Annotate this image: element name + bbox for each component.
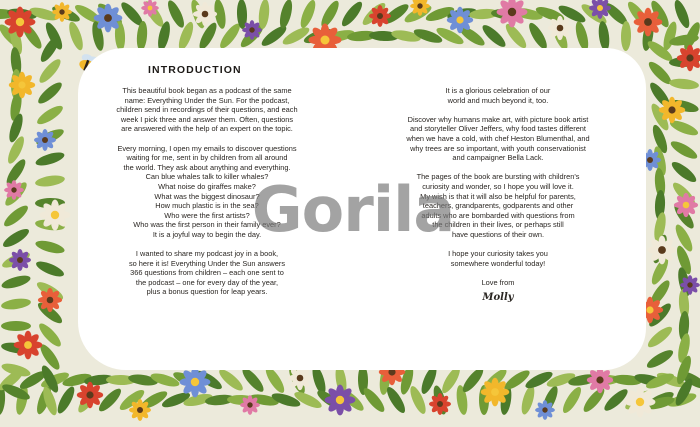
flower-icon	[648, 236, 677, 265]
text-line: Every morning, I open my emails to discover questions	[117, 143, 297, 153]
flower-icon	[674, 193, 698, 217]
flower-icon	[14, 331, 43, 360]
text-line: world and much beyond it, too.	[447, 95, 549, 105]
text-line: I hope your curiosity takes you	[448, 249, 548, 259]
text-line: It is a joyful way to begin the day.	[152, 229, 262, 239]
text-line: It is a glorious celebration of our	[445, 86, 551, 95]
text-line: Can blue whales talk to killer whales?	[145, 172, 269, 182]
right-paragraph-2	[384, 115, 612, 163]
flower-icon	[94, 4, 123, 33]
right-paragraph-4	[384, 249, 612, 268]
flower-icon	[40, 200, 71, 231]
text-line: the children in their lives, or perhaps still	[432, 220, 564, 230]
flower-icon	[9, 249, 31, 271]
text-line: why trees are so important, with youth conservationist	[410, 143, 586, 153]
flower-icon	[587, 367, 613, 393]
flower-icon	[9, 72, 35, 98]
right-paragraph-1	[384, 86, 612, 105]
sign-off	[384, 278, 612, 303]
text-line: when we have a cold, with chef Heston Blumenthal, and	[406, 133, 590, 143]
text-line: have questions of their own.	[451, 229, 545, 239]
intro-paragraph-3	[100, 249, 314, 297]
watermark: Gorila	[251, 173, 455, 246]
flower-icon	[548, 16, 572, 40]
closing-line: Love from	[481, 277, 515, 287]
flower-icon	[129, 399, 151, 421]
flower-icon	[34, 129, 56, 151]
intro-paragraph-1	[100, 86, 314, 134]
text-line: are answered with the help of an expert on the topic.	[121, 124, 293, 134]
flower-icon	[52, 2, 72, 22]
text-line: What noise do giraffes make?	[158, 181, 256, 191]
text-line: plus a bonus question for leap years.	[146, 287, 268, 297]
flower-icon	[180, 367, 211, 398]
page-title: INTRODUCTION	[148, 64, 242, 76]
text-line: the podcast – one for every day of the year,	[135, 277, 279, 287]
text-line: Who was the first person in their family ever?	[133, 220, 281, 230]
text-line: Who were the first artists?	[164, 210, 250, 220]
text-line: adults who are bombarded with questions from	[421, 210, 575, 220]
signature: Molly	[482, 292, 514, 304]
flower-icon	[240, 395, 260, 415]
text-line: teachers, grandparents, godparents and other	[422, 201, 574, 211]
text-line: somewhere wonderful today!	[450, 258, 546, 268]
flower-icon	[193, 2, 217, 26]
text-line: 366 questions from children – each one sent to	[130, 268, 284, 278]
flower-icon	[5, 7, 36, 38]
flower-icon	[369, 5, 391, 27]
text-line: This beautiful book began as a podcast of the same	[122, 86, 292, 95]
flower-icon	[141, 0, 159, 17]
flower-icon	[634, 8, 663, 37]
text-line: so here it is! Everything Under the Sun answers	[128, 258, 286, 268]
flower-icon	[625, 387, 656, 418]
flower-icon	[659, 97, 685, 123]
text-line: week I pick three and answer them. Often, questions	[120, 114, 294, 124]
flower-icon	[77, 382, 103, 408]
flower-icon	[481, 378, 510, 407]
flower-icon	[429, 393, 451, 415]
text-line: curiosity and wonder, so I hope you will love it.	[422, 181, 574, 191]
text-line: I wanted to share my podcast joy in a book,	[135, 249, 279, 259]
text-line: How much plastic is in the sea?	[155, 201, 259, 211]
flower-icon	[4, 180, 24, 200]
text-line: the world. They ask about anything and everything.	[123, 162, 291, 172]
text-line: Discover why humans make art, with picture book artist	[407, 114, 589, 124]
text-line: The pages of the book are bursting with children's	[416, 172, 580, 182]
text-line: children send in recordings of their questions, and each	[116, 105, 298, 115]
text-line: What was the biggest dinosaur?	[154, 191, 260, 201]
flower-icon	[535, 400, 555, 420]
flower-icon	[447, 7, 473, 33]
text-line: waiting for me, sent in by children from all around	[126, 153, 288, 163]
text-line: and campaigner Bella Lack.	[452, 153, 544, 163]
text-line: My wish is that it will also be helpful for parents,	[420, 191, 576, 201]
flower-icon	[680, 275, 700, 295]
leaf-icon	[1, 321, 31, 331]
flower-icon	[242, 20, 262, 40]
text-line: and storyteller Oliver Jeffers, why food tastes different	[410, 124, 586, 134]
flower-icon	[38, 288, 62, 312]
text-line: name: Everything Under the Sun. For the podcast,	[124, 95, 290, 105]
flower-icon	[325, 385, 356, 416]
